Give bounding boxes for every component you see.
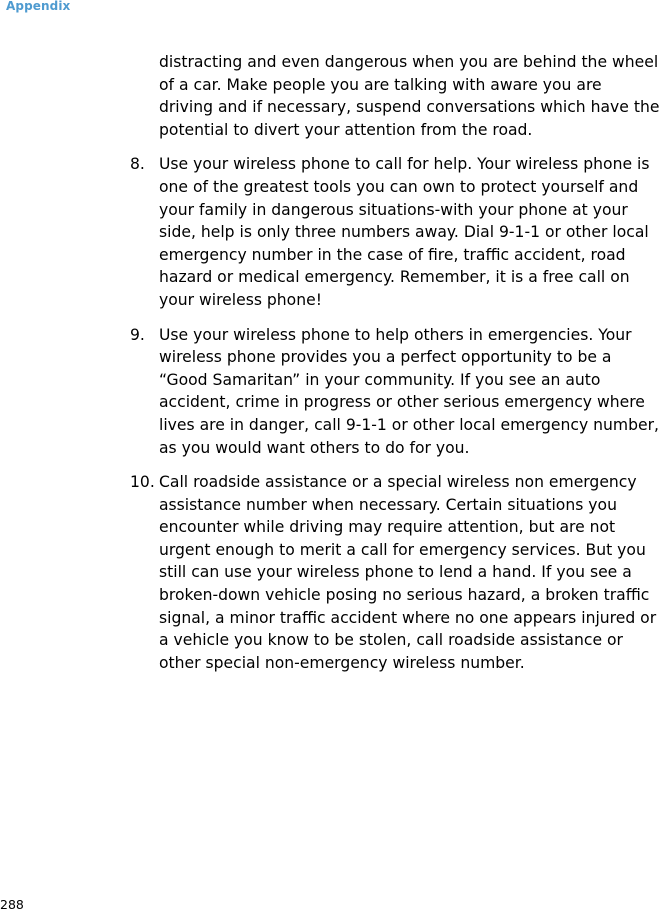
list-item-text: Use your wireless phone to call for help. Your wireless phone is one of the greatest tools you can own to protect yourself and your family in dangerous situations-with your phone at your side, help is only three numbers away. Dial 9-1-1 or other local emergency number in the case of fire, traffic accident, road hazard or medical emergency. Remember, it is a free call on your wireless phone! xyxy=(159,155,650,309)
list-item-9 xyxy=(130,324,659,460)
list-item-text: Call roadside assistance or a special wireless non emergency assistance number when necessary. Certain situations you encounter while driving may require attention, but are not urgent enough to merit a call for emergency services. But you still can use your wireless phone to lend a hand. If you see a broken-down vehicle posing no serious hazard, a broken traffic signal, a minor traffic accident where no one appears injured or a vehicle you know to be stolen, call roadside assistance or other special non-emergency wireless number. xyxy=(159,473,657,672)
list-item-text: Use your wireless phone to help others in emergencies. Your wireless phone provides you a perfect opportunity to be a “Good Samaritan” in your community. If you see an auto accident, crime in progress or other serious emergency where lives are in danger, call 9-1-1 or other local emergency number, as you would want others to do for you. xyxy=(159,325,659,457)
list-item-number: 10. xyxy=(130,473,155,492)
list-item-number: 9. xyxy=(130,325,145,344)
page-body xyxy=(130,51,659,686)
list-item-number: 8. xyxy=(130,155,145,174)
continued-paragraph: distracting and even dangerous when you are behind the wheel of a car. Make people you are talking with aware you are driving and if necessary, suspend conversations which have the potential to divert your attention from the road. xyxy=(159,53,659,139)
list-item-8 xyxy=(130,153,659,311)
list-item-10 xyxy=(130,471,659,674)
page-number: 288 xyxy=(0,897,24,912)
section-header: Appendix xyxy=(6,0,71,13)
